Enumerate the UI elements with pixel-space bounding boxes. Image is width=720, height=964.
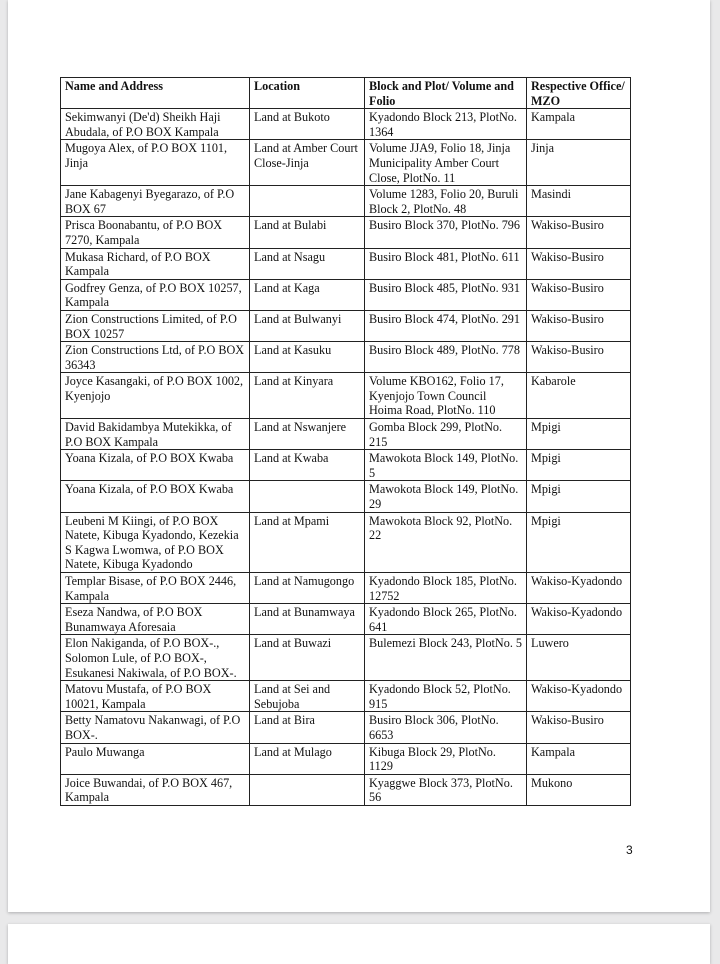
cell-name-address: David Bakidambya Mutekikka, of P.O BOX Kampala — [61, 419, 250, 450]
cell-office: Kampala — [527, 109, 631, 140]
cell-name-address: Sekimwanyi (De'd) Sheikh Haji Abudala, of P.O BOX Kampala — [61, 109, 250, 140]
table-row — [61, 310, 631, 341]
cell-location: Land at Kinyara — [250, 373, 365, 419]
cell-name-address: Matovu Mustafa, of P.O BOX 10021, Kampala — [61, 681, 250, 712]
cell-name-address: Templar Bisase, of P.O BOX 2446, Kampala — [61, 573, 250, 604]
header-name-address: Name and Address — [61, 78, 250, 109]
cell-block-plot: Kyadondo Block 185, PlotNo. 12752 — [365, 573, 527, 604]
table-row — [61, 186, 631, 217]
table-row — [61, 109, 631, 140]
cell-location: Land at Bira — [250, 712, 365, 743]
table-row — [61, 481, 631, 512]
cell-office: Mpigi — [527, 450, 631, 481]
cell-office: Luwero — [527, 635, 631, 681]
cell-location: Land at Amber Court Close-Jinja — [250, 140, 365, 186]
cell-location: Land at Kasuku — [250, 342, 365, 373]
table-header-row — [61, 78, 631, 109]
cell-block-plot: Gomba Block 299, PlotNo. 215 — [365, 419, 527, 450]
cell-office: Jinja — [527, 140, 631, 186]
cell-name-address: Jane Kabagenyi Byegarazo, of P.O BOX 67 — [61, 186, 250, 217]
cell-office: Wakiso-Kyadondo — [527, 573, 631, 604]
cell-name-address: Zion Constructions Ltd, of P.O BOX 36343 — [61, 342, 250, 373]
cell-block-plot: Kyaggwe Block 373, PlotNo. 56 — [365, 774, 527, 805]
cell-name-address: Mukasa Richard, of P.O BOX Kampala — [61, 248, 250, 279]
cell-block-plot: Volume 1283, Folio 20, Buruli Block 2, PlotNo. 48 — [365, 186, 527, 217]
cell-block-plot: Mawokota Block 149, PlotNo. 5 — [365, 450, 527, 481]
cell-block-plot: Kibuga Block 29, PlotNo. 1129 — [365, 743, 527, 774]
cell-office: Wakiso-Busiro — [527, 248, 631, 279]
table-row — [61, 450, 631, 481]
cell-name-address: Godfrey Genza, of P.O BOX 10257, Kampala — [61, 279, 250, 310]
cell-location — [250, 481, 365, 512]
cell-block-plot: Kyadondo Block 265, PlotNo. 641 — [365, 604, 527, 635]
cell-office: Kampala — [527, 743, 631, 774]
next-page-edge — [8, 924, 710, 964]
cell-block-plot: Busiro Block 474, PlotNo. 291 — [365, 310, 527, 341]
cell-office: Kabarole — [527, 373, 631, 419]
cell-block-plot: Volume KBO162, Folio 17, Kyenjojo Town Council Hoima Road, PlotNo. 110 — [365, 373, 527, 419]
table-row — [61, 774, 631, 805]
table-row — [61, 681, 631, 712]
table-row — [61, 512, 631, 572]
cell-name-address: Prisca Boonabantu, of P.O BOX 7270, Kampala — [61, 217, 250, 248]
cell-office: Mpigi — [527, 419, 631, 450]
cell-name-address: Joice Buwandai, of P.O BOX 467, Kampala — [61, 774, 250, 805]
cell-name-address: Paulo Muwanga — [61, 743, 250, 774]
cell-block-plot: Busiro Block 481, PlotNo. 611 — [365, 248, 527, 279]
cell-office: Mukono — [527, 774, 631, 805]
cell-office: Wakiso-Kyadondo — [527, 604, 631, 635]
cell-office: Masindi — [527, 186, 631, 217]
cell-location: Land at Bukoto — [250, 109, 365, 140]
cell-block-plot: Busiro Block 306, PlotNo. 6653 — [365, 712, 527, 743]
table-row — [61, 373, 631, 419]
cell-name-address: Elon Nakiganda, of P.O BOX-., Solomon Lule, of P.O BOX-, Esukanesi Nakiwala, of P.O BOX-. — [61, 635, 250, 681]
cell-office: Wakiso-Busiro — [527, 217, 631, 248]
cell-location: Land at Kwaba — [250, 450, 365, 481]
cell-office: Wakiso-Busiro — [527, 310, 631, 341]
cell-name-address: Zion Constructions Limited, of P.O BOX 10257 — [61, 310, 250, 341]
cell-block-plot: Busiro Block 489, PlotNo. 778 — [365, 342, 527, 373]
table-row — [61, 342, 631, 373]
cell-office: Wakiso-Busiro — [527, 279, 631, 310]
table-row — [61, 743, 631, 774]
cell-name-address: Mugoya Alex, of P.O BOX 1101, Jinja — [61, 140, 250, 186]
cell-location: Land at Buwazi — [250, 635, 365, 681]
cell-office: Mpigi — [527, 481, 631, 512]
cell-block-plot: Busiro Block 370, PlotNo. 796 — [365, 217, 527, 248]
cell-office: Wakiso-Busiro — [527, 342, 631, 373]
land-register-table — [60, 77, 631, 806]
cell-block-plot: Mawokota Block 92, PlotNo. 22 — [365, 512, 527, 572]
table-row — [61, 573, 631, 604]
table-row — [61, 217, 631, 248]
cell-office: Wakiso-Busiro — [527, 712, 631, 743]
page-number: 3 — [626, 843, 633, 857]
cell-block-plot: Volume JJA9, Folio 18, Jinja Municipality Amber Court Close, PlotNo. 11 — [365, 140, 527, 186]
cell-location — [250, 774, 365, 805]
table-row — [61, 635, 631, 681]
cell-block-plot: Bulemezi Block 243, PlotNo. 5 — [365, 635, 527, 681]
header-location: Location — [250, 78, 365, 109]
cell-office: Mpigi — [527, 512, 631, 572]
table-row — [61, 248, 631, 279]
header-office: Respective Office/ MZO — [527, 78, 631, 109]
cell-location: Land at Nswanjere — [250, 419, 365, 450]
cell-location: Land at Kaga — [250, 279, 365, 310]
cell-location: Land at Sei and Sebujoba — [250, 681, 365, 712]
cell-name-address: Leubeni M Kiingi, of P.O BOX Natete, Kibuga Kyadondo, Kezekia S Kagwa Lwomwa, of P.O BOX Natete, Kibuga Kyadondo — [61, 512, 250, 572]
cell-name-address: Yoana Kizala, of P.O BOX Kwaba — [61, 450, 250, 481]
table-row — [61, 419, 631, 450]
cell-name-address: Yoana Kizala, of P.O BOX Kwaba — [61, 481, 250, 512]
cell-location: Land at Bulabi — [250, 217, 365, 248]
header-block-plot: Block and Plot/ Volume and Folio — [365, 78, 527, 109]
cell-location: Land at Bunamwaya — [250, 604, 365, 635]
cell-block-plot: Busiro Block 485, PlotNo. 931 — [365, 279, 527, 310]
table-row — [61, 279, 631, 310]
table-row — [61, 140, 631, 186]
cell-location — [250, 186, 365, 217]
cell-name-address: Joyce Kasangaki, of P.O BOX 1002, Kyenjojo — [61, 373, 250, 419]
table-row — [61, 712, 631, 743]
table-row — [61, 604, 631, 635]
cell-name-address: Eseza Nandwa, of P.O BOX Bunamwaya Aforesaia — [61, 604, 250, 635]
cell-location: Land at Bulwanyi — [250, 310, 365, 341]
cell-block-plot: Mawokota Block 149, PlotNo. 29 — [365, 481, 527, 512]
cell-name-address: Betty Namatovu Nakanwagi, of P.O BOX-. — [61, 712, 250, 743]
cell-office: Wakiso-Kyadondo — [527, 681, 631, 712]
cell-location: Land at Namugongo — [250, 573, 365, 604]
cell-block-plot: Kyadondo Block 52, PlotNo. 915 — [365, 681, 527, 712]
cell-block-plot: Kyadondo Block 213, PlotNo. 1364 — [365, 109, 527, 140]
cell-location: Land at Nsagu — [250, 248, 365, 279]
document-page — [8, 0, 710, 912]
cell-location: Land at Mulago — [250, 743, 365, 774]
cell-location: Land at Mpami — [250, 512, 365, 572]
table-body — [61, 109, 631, 806]
